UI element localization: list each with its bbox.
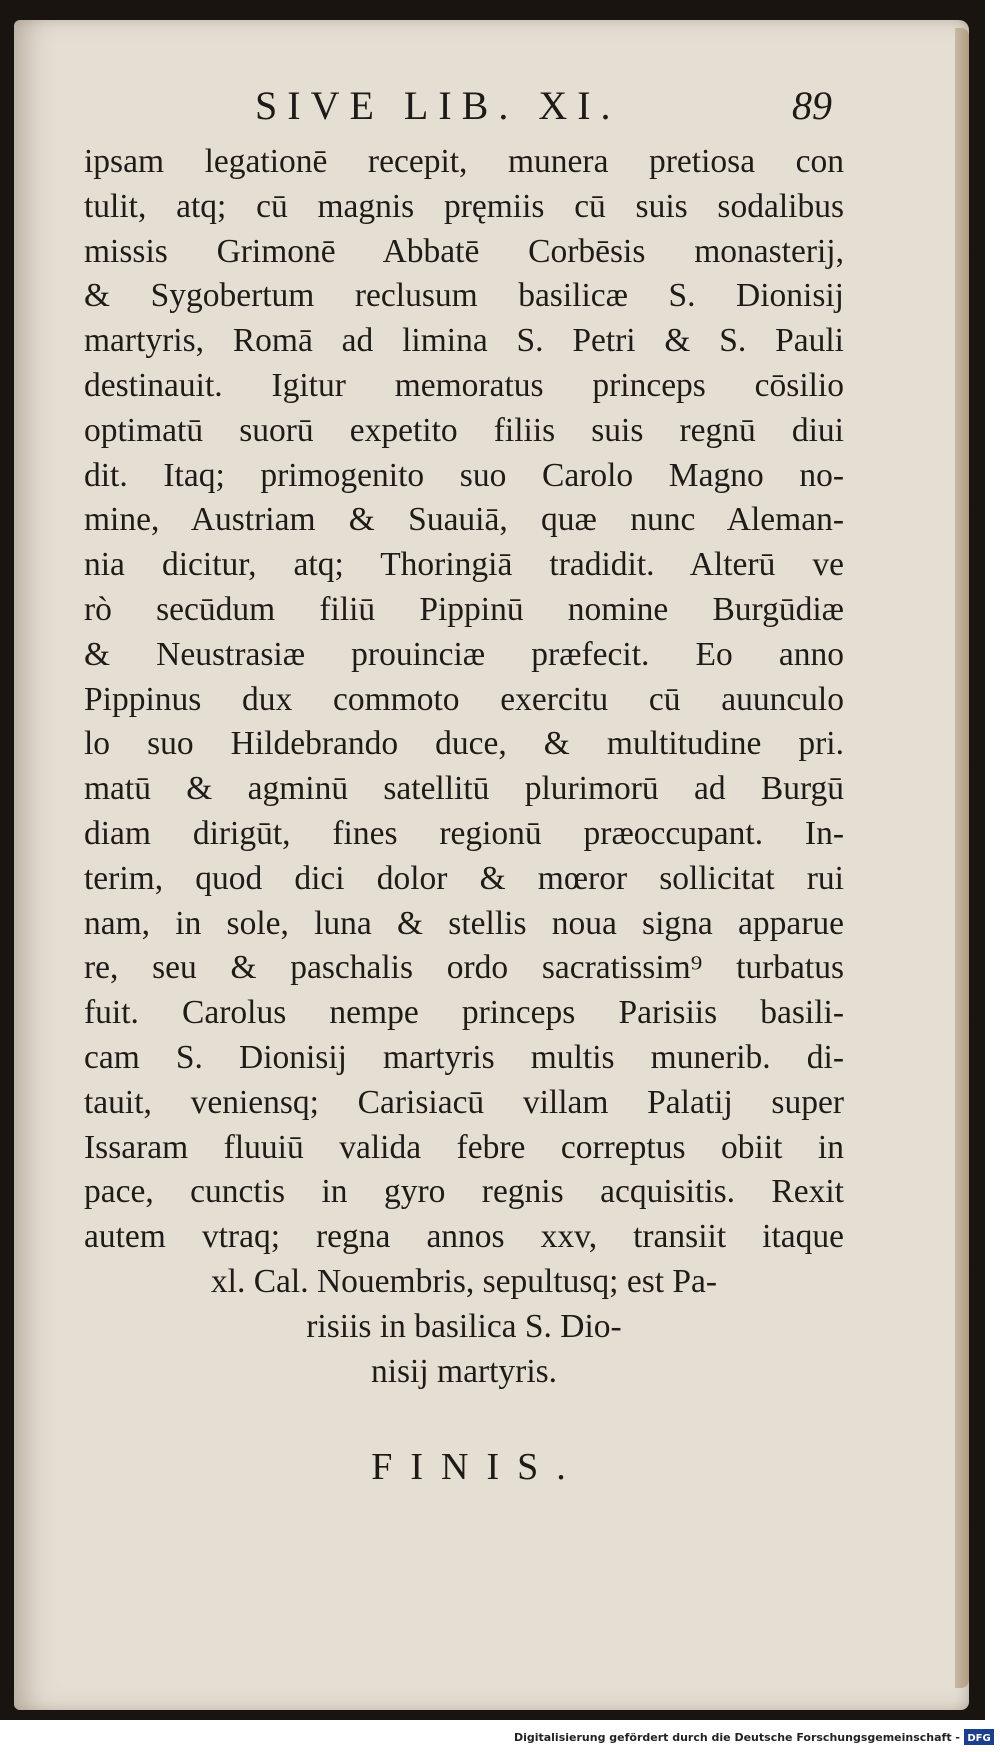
dfg-logo-text: DFG (967, 1733, 991, 1744)
text-line: & Neustrasiæ prouinciæ præfecit. Eo anno (84, 635, 844, 673)
text-line: nia dicitur, atq; Thoringiā tradidit. Alterū ve (84, 546, 844, 584)
text-line: cam S. Dionisij martyris multis munerib. di- (84, 1038, 844, 1076)
text-line: optimatū suorū expetito filiis suis regnū diui (84, 411, 844, 449)
text-line: & Sygobertum reclusum basilicæ S. Dionisij (84, 277, 844, 315)
text-line: lo suo Hildebrando duce, & multitudine pri. (84, 725, 844, 763)
finis-heading: FINIS. (371, 1446, 584, 1488)
page-edge (955, 28, 969, 1688)
main-text (84, 140, 844, 1394)
text-line: tauit, veniensq; Carisiacū villam Palatij super (84, 1083, 844, 1121)
text-line: tulit, atq; cū magnis pręmiis cū suis sodalibus (84, 187, 844, 225)
closing-line: risiis in basilica S. Dio- (306, 1307, 622, 1345)
text-line: autem vtraq; regna annos xxv, transiit itaque (84, 1218, 844, 1256)
text-line: fuit. Carolus nempe princeps Parisiis basili- (84, 994, 844, 1032)
page-number: 89 (792, 83, 832, 128)
text-line: missis Grimonē Abbatē Corbēsis monasterij, (84, 232, 844, 270)
text-line: destinauit. Igitur memoratus princeps cōsilio (84, 366, 844, 404)
text-line: diam dirigūt, fines regionū præoccupant. In- (84, 814, 844, 852)
text-line: nam, in sole, luna & stellis noua signa apparue (84, 904, 844, 942)
text-line: martyris, Romā ad limina S. Petri & S. Pauli (84, 322, 844, 360)
text-line: matū & agminū satellitū plurimorū ad Burgū (84, 770, 844, 808)
text-line: dit. Itaq; primogenito suo Carolo Magno no- (84, 456, 844, 494)
text-line: rò secūdum filiū Pippinū nomine Burgūdiæ (84, 590, 844, 628)
text-line: terim, quod dici dolor & mœror sollicitat rui (84, 859, 844, 897)
text-line: Pippinus dux commoto exercitu cū auunculo (84, 680, 844, 718)
dfg-logo-icon (964, 1729, 994, 1745)
text-line: ipsam legationē recepit, munera pretiosa con (84, 143, 844, 180)
text-line: pace, cunctis in gyro regnis acquisitis. Rexit (84, 1173, 844, 1211)
running-title: SIVE LIB. XI. (255, 83, 621, 128)
text-line: re, seu & paschalis ordo sacratissim⁹ turbatus (84, 949, 844, 987)
text-line: Issaram fluuiū valida febre correptus obiit in (84, 1128, 844, 1166)
closing-line: nisij martyris. (370, 1352, 558, 1390)
closing-line: xl. Cal. Nouembris, sepultusq; est Pa- (210, 1262, 718, 1300)
funding-credit: Digitalisierung gefördert durch die Deutsche Forschungsgemeinschaft - (513, 1731, 960, 1744)
text-line: mine, Austriam & Suauiā, quæ nunc Aleman- (84, 501, 844, 539)
